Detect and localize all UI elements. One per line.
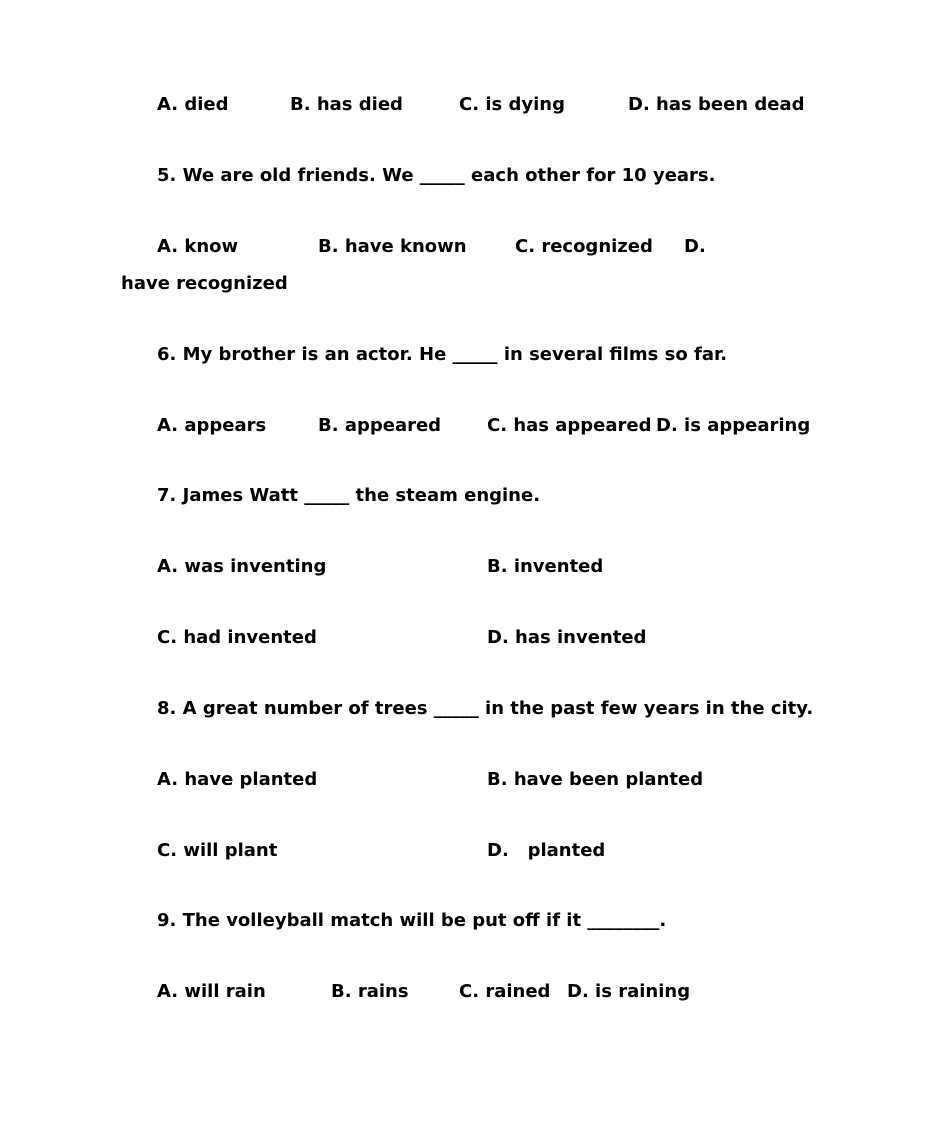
q8-option-d: D. planted — [487, 840, 606, 861]
q5-option-a: A. know — [157, 236, 239, 257]
q7-option-d: D. has invented — [487, 627, 647, 648]
q6-option-d: D. is appearing — [656, 415, 811, 436]
question-7: 7. James Watt _____ the steam engine. — [157, 485, 541, 506]
q5-option-d-continued: have recognized — [121, 273, 288, 294]
question-8: 8. A great number of trees _____ in the past few years in the city. — [157, 698, 814, 719]
q8-option-c: C. will plant — [157, 840, 278, 861]
q6-option-c: C. has appeared — [487, 415, 652, 436]
q7-option-a: A. was inventing — [157, 556, 327, 577]
q4-option-a: A. died — [157, 94, 229, 115]
q7-option-c: C. had invented — [157, 627, 317, 648]
question-5: 5. We are old friends. We _____ each other for 10 years. — [157, 165, 716, 186]
q9-option-b: B. rains — [331, 981, 409, 1002]
q5-option-b: B. have known — [318, 236, 467, 257]
q5-option-d: D. — [684, 236, 706, 257]
question-6: 6. My brother is an actor. He _____ in several films so far. — [157, 344, 728, 365]
question-9: 9. The volleyball match will be put off if it ________. — [157, 910, 667, 931]
q9-option-c: C. rained — [459, 981, 551, 1002]
q9-option-a: A. will rain — [157, 981, 266, 1002]
q4-option-b: B. has died — [290, 94, 403, 115]
q5-option-c: C. recognized — [515, 236, 653, 257]
q8-option-b: B. have been planted — [487, 769, 704, 790]
q4-option-c: C. is dying — [459, 94, 565, 115]
q4-option-d: D. has been dead — [628, 94, 805, 115]
q7-option-b: B. invented — [487, 556, 604, 577]
q6-option-a: A. appears — [157, 415, 267, 436]
q6-option-b: B. appeared — [318, 415, 442, 436]
q9-option-d: D. is raining — [567, 981, 691, 1002]
q8-option-a: A. have planted — [157, 769, 318, 790]
